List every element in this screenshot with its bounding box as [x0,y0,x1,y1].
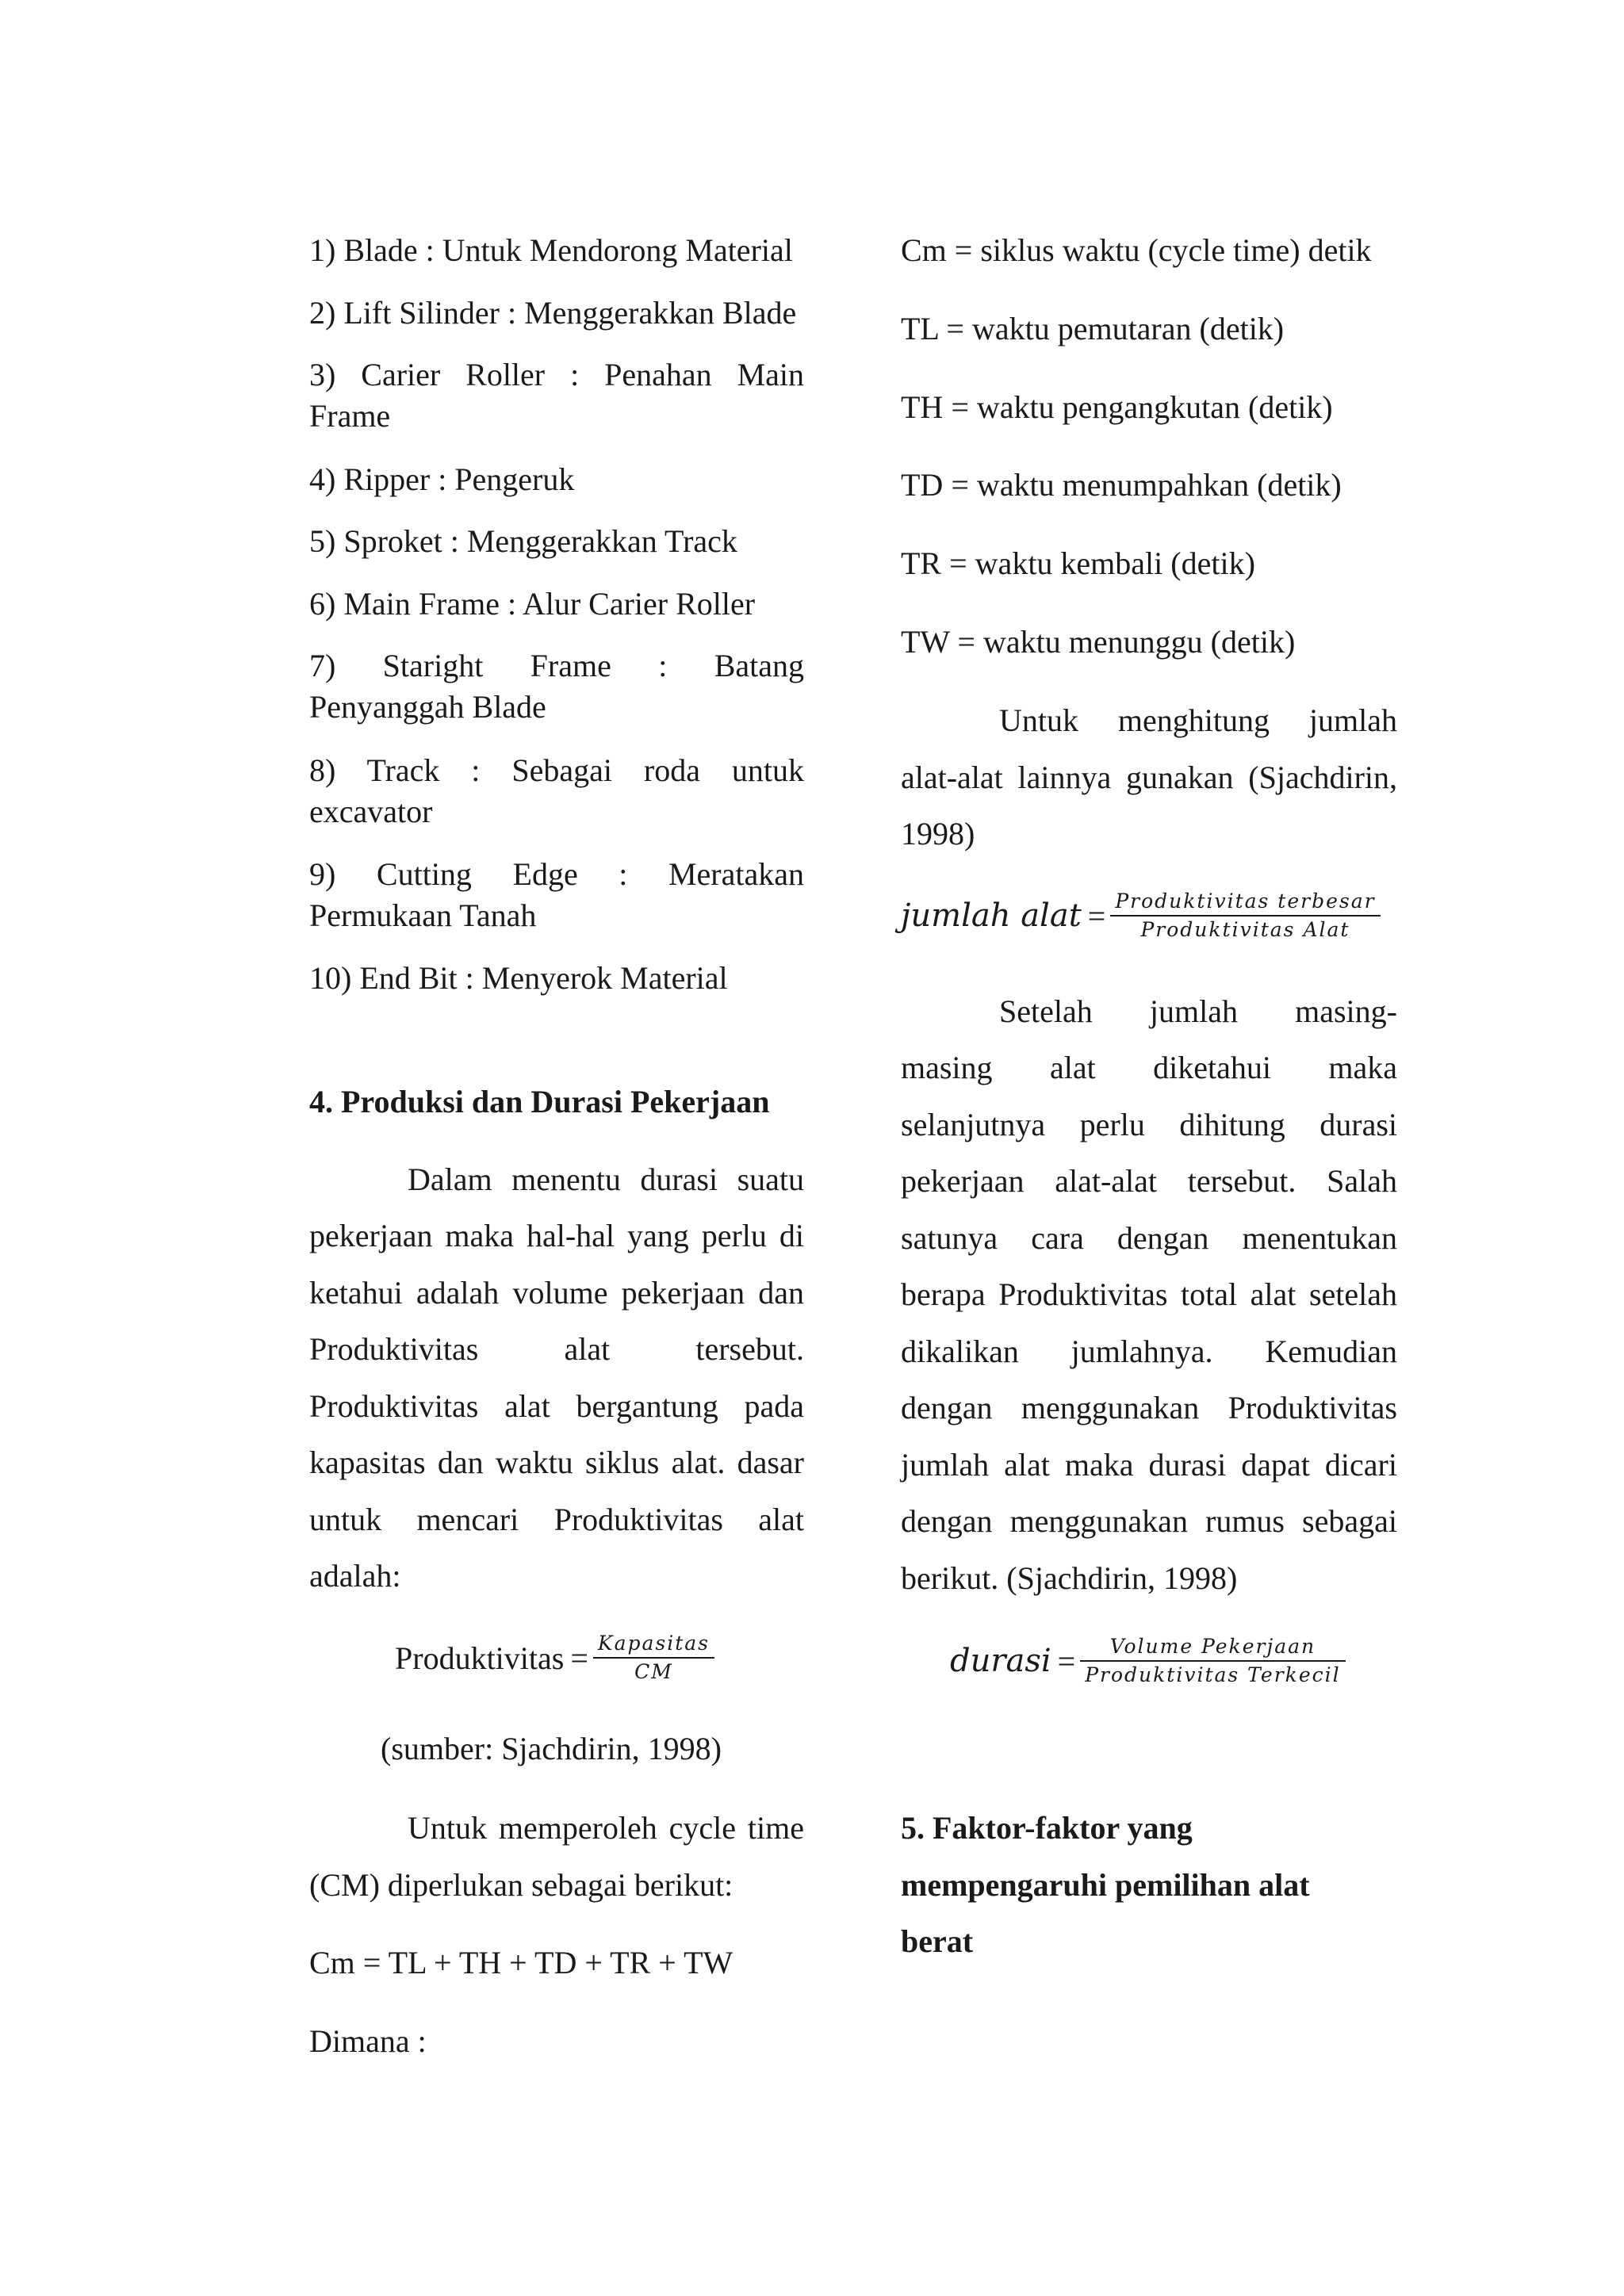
list-item-6: 6) Main Frame : Alur Carier Roller [309,586,756,622]
definition-tw: TW = waktu menunggu (detik) [901,624,1296,660]
list-item-2: 2) Lift Silinder : Menggerakkan Blade [309,295,797,331]
section-4-heading: 4. Produksi dan Durasi Pekerjaan [309,1084,770,1119]
formula-durasi [950,1633,1346,1689]
definition-tl: TL = waktu pemutaran (detik) [901,311,1285,346]
paragraph-line: pekerjaan maka hal-hal yang perlu di [309,1218,804,1253]
fraction [1080,1633,1345,1689]
fraction-denominator: Produktivitas Alat [1140,918,1350,941]
formula-lhs: Produktivitas [395,1640,565,1676]
formula-lhs: jumlah alat [901,897,1082,934]
paragraph-line: Dalam menentu durasi suatu [408,1161,804,1197]
formula-lhs: durasi [950,1643,1051,1679]
paragraph-line: jumlah alat maka durasi dapat dicari [901,1447,1397,1483]
equals-sign: = [570,1640,588,1676]
paragraph-line: pekerjaan alat-alat tersebut. Salah [901,1163,1397,1199]
formula-cycle-time: Cm = TL + TH + TD + TR + TW [309,1945,733,1980]
fraction-denominator: Produktivitas Terkecil [1085,1663,1341,1686]
fraction [1110,888,1380,943]
fraction-numerator: Volume Pekerjaan [1109,1635,1316,1658]
list-item-7-line-2: Penyanggah Blade [309,689,546,725]
paragraph-line: adalah: [309,1558,401,1594]
paragraph-line: Setelah jumlah masing- [999,993,1397,1029]
paragraph-line: ketahui adalah volume pekerjaan dan [309,1275,804,1311]
definition-td: TD = waktu menumpahkan (detik) [901,467,1342,503]
paragraph-line: 1998) [901,816,975,851]
paragraph-line: masing alat diketahui maka [901,1050,1397,1085]
paragraph-line: Untuk menghitung jumlah [999,702,1397,738]
list-item-7-line-1: 7) Staright Frame : Batang [309,648,804,683]
fraction [593,1630,714,1686]
list-item-4: 4) Ripper : Pengeruk [309,461,575,497]
list-item-1: 1) Blade : Untuk Mendorong Material [309,232,793,268]
list-item-3-line-1: 3) Carier Roller : Penahan Main [309,357,804,392]
paragraph-line: selanjutnya perlu dihitung durasi [901,1107,1397,1142]
list-item-8-line-1: 8) Track : Sebagai roda untuk [309,752,804,788]
dimana-label: Dimana : [309,2023,427,2059]
paragraph-line: (CM) diperlukan sebagai berikut: [309,1867,733,1903]
paragraph-line: untuk mencari Produktivitas alat [309,1502,804,1537]
paragraph-line: Produktivitas alat bergantung pada [309,1388,804,1424]
paragraph-line: dengan menggunakan Produktivitas [901,1390,1397,1425]
list-item-9-line-2: Permukaan Tanah [309,897,537,933]
paragraph-line: berikut. (Sjachdirin, 1998) [901,1560,1238,1596]
section-5-heading-line-2: mempengaruhi pemilihan alat [901,1867,1310,1903]
fraction-numerator: Kapasitas [597,1632,710,1655]
paragraph-line: dikalikan jumlahnya. Kemudian [901,1334,1397,1369]
list-item-5: 5) Sproket : Menggerakkan Track [309,523,737,559]
paragraph-line: Produktivitas alat tersebut. [309,1331,804,1367]
paragraph-line: berapa Produktivitas total alat setelah [901,1276,1397,1312]
definition-th: TH = waktu pengangkutan (detik) [901,389,1333,425]
paragraph-line: Untuk memperoleh cycle time [408,1810,804,1846]
fraction-denominator: CM [634,1660,673,1683]
list-item-8-line-2: excavator [309,794,433,829]
paragraph-line: alat-alat lainnya gunakan (Sjachdirin, [901,760,1397,795]
formula-jumlah-alat [901,888,1381,943]
list-item-9-line-1: 9) Cutting Edge : Meratakan [309,856,804,892]
formula-source: (sumber: Sjachdirin, 1998) [381,1731,722,1766]
formula-produktivitas [395,1630,714,1686]
fraction-numerator: Produktivitas terbesar [1115,890,1376,913]
section-5-heading-line-1: 5. Faktor-faktor yang [901,1810,1193,1846]
definition-cm: Cm = siklus waktu (cycle time) detik [901,232,1372,268]
equals-sign: = [1057,1643,1076,1679]
paragraph-line: satunya cara dengan menentukan [901,1220,1397,1256]
list-item-10: 10) End Bit : Menyerok Material [309,960,728,996]
equals-sign: = [1087,897,1106,934]
list-item-3-line-2: Frame [309,398,391,434]
paragraph-line: dengan menggunakan rumus sebagai [901,1503,1397,1539]
section-5-heading-line-3: berat [901,1923,974,1959]
paragraph-line: kapasitas dan waktu siklus alat. dasar [309,1445,804,1480]
definition-tr: TR = waktu kembali (detik) [901,545,1255,581]
